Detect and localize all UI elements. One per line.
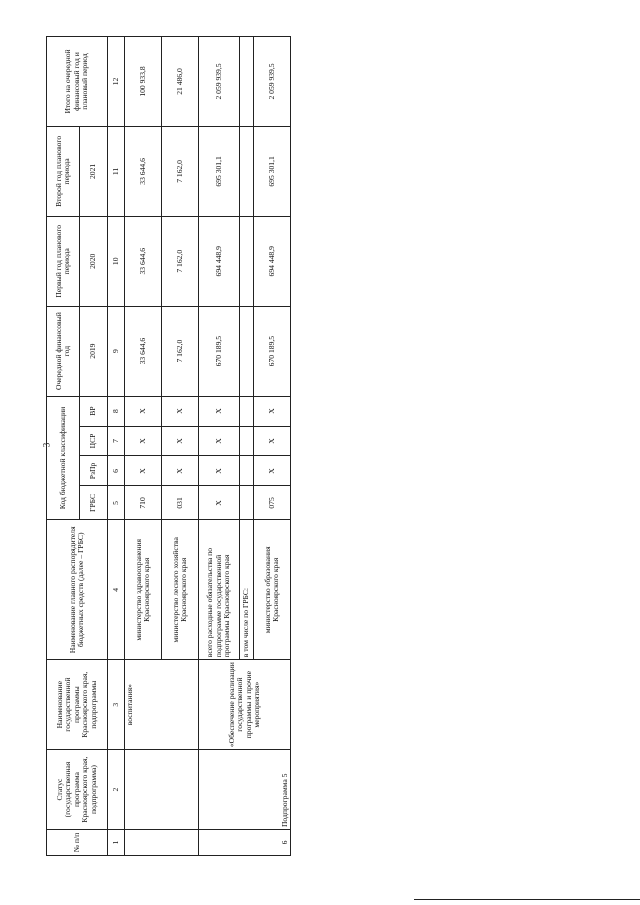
- subheader-2019: 2019: [80, 306, 108, 396]
- subheader-2021: 2021: [80, 126, 108, 216]
- cell-grbs-name: всего расходные обязательства по подпрограмме государственной программы Красноярского края: [199, 520, 240, 660]
- budget-table: [46, 36, 291, 856]
- col-number: 8: [108, 396, 125, 426]
- cell-grbs-name: министерство здравоохранения Красноярского края: [125, 520, 162, 660]
- col-number: 12: [108, 37, 125, 127]
- cell-status: Подпрограмма 5: [199, 750, 291, 830]
- col-number: 3: [108, 660, 125, 750]
- cell-num: 6: [199, 830, 291, 856]
- header-total: Итого на очередной финансовый год и плановый период: [47, 37, 108, 127]
- header-program-name: Наименование государственной программы Красноярского края, подпрограммы: [47, 660, 108, 750]
- cell-csr: Х: [254, 426, 291, 456]
- col-number: 4: [108, 520, 125, 660]
- header-year-1: Очередной финансовый год: [47, 306, 80, 396]
- page-number: 3: [41, 442, 52, 448]
- cell-vr: Х: [125, 396, 162, 426]
- col-number: 2: [108, 750, 125, 830]
- cell-rzpr: Х: [162, 456, 199, 486]
- col-number: 11: [108, 126, 125, 216]
- cell-rzpr: Х: [125, 456, 162, 486]
- subheader-2020: 2020: [80, 216, 108, 306]
- cell-status: [125, 750, 199, 830]
- cell-grbs: 075: [254, 486, 291, 520]
- cell-grbs: Х: [199, 486, 240, 520]
- col-number: 1: [108, 830, 125, 856]
- cell-csr: Х: [199, 426, 240, 456]
- cell-csr: Х: [162, 426, 199, 456]
- cell-value-2020: [240, 216, 254, 306]
- cell-value-total: 2 059 939,5: [199, 37, 240, 127]
- col-number: 6: [108, 456, 125, 486]
- cell-rzpr: Х: [199, 456, 240, 486]
- cell-value-2020: 694 448,9: [254, 216, 291, 306]
- cell-value-2021: 33 644,6: [125, 126, 162, 216]
- header-budget-code: Код бюджетной классификации: [47, 396, 80, 520]
- cell-value-2021: [240, 126, 254, 216]
- cell-value-2020: 694 448,9: [199, 216, 240, 306]
- cell-grbs-name: министерство образования Красноярского края: [254, 520, 291, 660]
- cell-vr: Х: [254, 396, 291, 426]
- cell-value-2019: 33 644,6: [125, 306, 162, 396]
- col-number: 7: [108, 426, 125, 456]
- cell-value-total: [240, 37, 254, 127]
- subheader-vr: ВР: [80, 396, 108, 426]
- cell-vr: [240, 396, 254, 426]
- rotated-table-wrapper: [46, 36, 291, 856]
- subheader-csr: ЦСР: [80, 426, 108, 456]
- col-number: 5: [108, 486, 125, 520]
- cell-num: [125, 830, 199, 856]
- cell-value-2019: [240, 306, 254, 396]
- cell-value-total: 2 059 939,5: [254, 37, 291, 127]
- cell-grbs: 710: [125, 486, 162, 520]
- table-row: [199, 37, 240, 856]
- column-number-row: [108, 37, 125, 856]
- cell-csr: [240, 426, 254, 456]
- cell-rzpr: Х: [254, 456, 291, 486]
- header-row: [47, 37, 80, 856]
- header-status: Статус (государственная программа Красноярского края, подпрограмма): [47, 750, 108, 830]
- cell-value-2019: 670 189,5: [254, 306, 291, 396]
- cell-vr: Х: [162, 396, 199, 426]
- cell-program-name: «Обеспечение реализации государственной программы и прочие мероприятия»: [199, 660, 291, 750]
- cell-value-total: 21 486,0: [162, 37, 199, 127]
- header-num: № п/п: [47, 830, 108, 856]
- cell-value-2019: 7 162,0: [162, 306, 199, 396]
- col-number: 10: [108, 216, 125, 306]
- subheader-grbs: ГРБС: [80, 486, 108, 520]
- subheader-rzpr: РзПр: [80, 456, 108, 486]
- cell-grbs-name: министерство лесного хозяйства Красноярского края: [162, 520, 199, 660]
- cell-value-2021: 7 162,0: [162, 126, 199, 216]
- cell-value-total: 100 933,8: [125, 37, 162, 127]
- cell-value-2019: 670 189,5: [199, 306, 240, 396]
- cell-value-2021: 695 301,1: [199, 126, 240, 216]
- table-row: [125, 37, 162, 856]
- cell-value-2020: 33 644,6: [125, 216, 162, 306]
- cell-value-2020: 7 162,0: [162, 216, 199, 306]
- cell-program-name: воспитания»: [125, 660, 199, 750]
- cell-grbs: [240, 486, 254, 520]
- header-grbs-name: Наименование главного распорядителя бюджетных средств (далее – ГРБС): [47, 520, 108, 660]
- cell-rzpr: [240, 456, 254, 486]
- cell-grbs-name: в том числе по ГРБС:: [240, 520, 254, 660]
- header-year-3: Второй год планового периода: [47, 126, 80, 216]
- footer-divider: [414, 899, 640, 900]
- cell-vr: Х: [199, 396, 240, 426]
- col-number: 9: [108, 306, 125, 396]
- cell-csr: Х: [125, 426, 162, 456]
- cell-grbs: 031: [162, 486, 199, 520]
- cell-value-2021: 695 301,1: [254, 126, 291, 216]
- header-year-2: Первый год планового периода: [47, 216, 80, 306]
